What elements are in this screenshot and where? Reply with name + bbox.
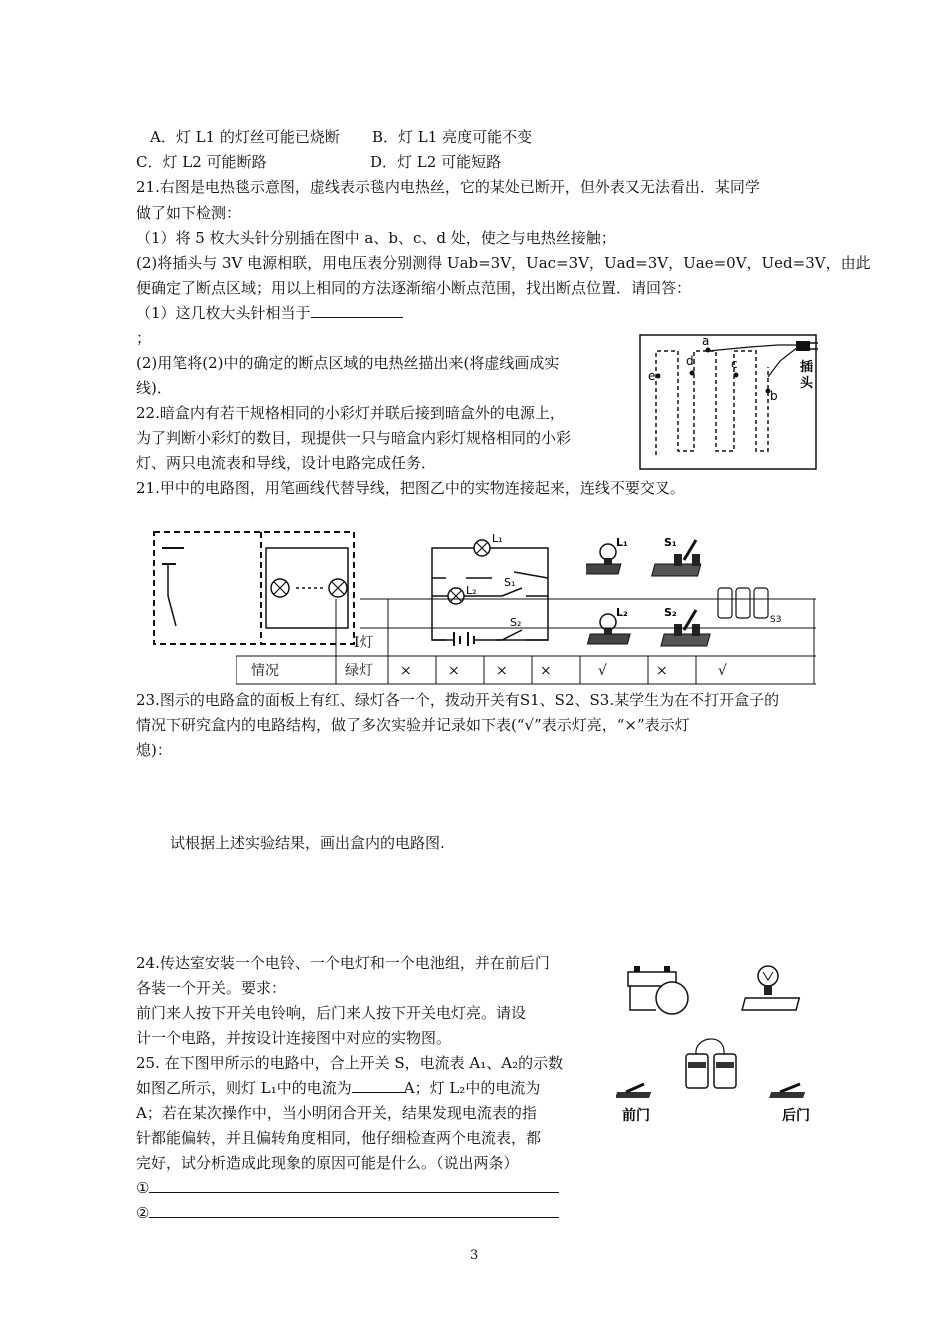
pin-label-e: e xyxy=(648,369,656,383)
q21b-line-1: 21.甲中的电路图，用笔画线代替导线，把图乙中的实物连接起来，连线不要交叉。 xyxy=(136,479,685,497)
q21-line-8: (2)用笔将(2)中的确定的断点区域的电热丝描出来(将虚线画成实 xyxy=(136,354,560,372)
pin-label-c: c xyxy=(731,357,738,371)
q22-line-3: 灯、两只电流表和导线，设计电路完成任务． xyxy=(136,454,437,472)
q20-option-d: D．灯 L2 可能短路 xyxy=(370,153,502,171)
q25-line-5: 完好，试分析造成此现象的原因可能是什么。（说出两条） xyxy=(136,1154,519,1172)
electric-blanket-figure xyxy=(638,333,818,473)
q25-answer-2-line[interactable] xyxy=(149,1203,559,1218)
switch-S1-symbol xyxy=(502,588,522,596)
pin-label-a: a xyxy=(702,334,710,348)
back-door-label: 后门 xyxy=(782,1108,810,1124)
picture-label-L2: L₂ xyxy=(616,606,628,619)
table-mark-4: × xyxy=(540,663,552,679)
q20-option-b: B．灯 L1 亮度可能不变 xyxy=(372,128,533,146)
table-mark-3: × xyxy=(496,663,508,679)
q21-q1-text: （1）这几枚大头针相当于 xyxy=(136,304,311,322)
plug-icon xyxy=(796,341,810,351)
q24-line-2: 各装一个开关。要求： xyxy=(136,979,287,997)
table-mark-1: × xyxy=(400,663,412,679)
schematic-label-L2: L₂ xyxy=(466,584,477,597)
q24-line-4: 计一个电路，并按设计连接图中对应的实物图。 xyxy=(136,1029,452,1047)
q25-l1-current-text: 如图乙所示，则灯 L₁中的电流为 xyxy=(136,1079,352,1097)
q25-answer-1-line[interactable] xyxy=(149,1178,559,1193)
q21-line-7: ； xyxy=(136,329,152,347)
q25-answer-1-marker: ① xyxy=(136,1179,150,1197)
doorbell-components-figure xyxy=(616,958,826,1128)
picture-label-S2: S₂ xyxy=(664,606,677,619)
table-row-label: 情况 xyxy=(251,663,279,679)
q24-line-1: 24.传达室安装一个电铃、一个电灯和一个电池组，并在前后门 xyxy=(136,954,550,972)
table-row-green-lamp: 绿灯 xyxy=(345,663,373,679)
front-door-switch-icon xyxy=(616,1084,651,1098)
q25-line-4: 针都能偏转，并且偏转角度相同，他仔细检查两个电流表，都 xyxy=(136,1129,542,1147)
q21-line-3: （1）将 5 枚大头针分别插在图中 a、b、c、d 处，使之与电热丝接触； xyxy=(136,229,616,247)
q25-line-1: 25. 在下图甲所示的电路中，合上开关 S，电流表 A₁、A₂的示数 xyxy=(136,1054,564,1072)
q20-option-a: A．灯 L1 的灯丝可能已烧断 xyxy=(150,128,340,146)
q25-l2-current-text: A；灯 L₂中的电流为 xyxy=(403,1079,541,1097)
q23-line-4: 试根据上述实验结果，画出盒内的电路图. xyxy=(170,834,445,852)
plug-label-2: 头 xyxy=(800,376,814,391)
front-door-label: 前门 xyxy=(622,1108,650,1124)
table-mark-5: √ xyxy=(598,663,607,679)
q25-answer-2-marker: ② xyxy=(136,1204,150,1222)
q25-answer-2 xyxy=(136,1203,559,1223)
switch-symbol xyxy=(168,596,176,626)
q21-line-5: 便确定了断点区域；用以上相同的方法逐渐缩小断点范围，找出断点位置．请回答： xyxy=(136,279,692,297)
q21-line-6 xyxy=(136,303,403,323)
plug-label-1: 插 xyxy=(800,360,814,375)
table-fragment-s3: S3 xyxy=(770,615,782,625)
experiment-table xyxy=(236,598,816,686)
q22-line-2: 为了判断小彩灯的数目，现提供一只与暗盒内彩灯规格相同的小彩 xyxy=(136,429,572,447)
q20-option-c: C．灯 L2 可能断路 xyxy=(136,153,267,171)
schematic-label-S2: S₂ xyxy=(510,616,522,629)
table-mark-7: √ xyxy=(718,663,727,679)
q25-l1-current-blank[interactable] xyxy=(352,1078,404,1093)
page-number: 3 xyxy=(470,1248,479,1263)
q21-line-4: (2)将插头与 3V 电源相联，用电压表分别测得 Uab=3V，Uac=3V，Uad=3V，Uae=0V，Ued=3V，由此 xyxy=(136,254,871,272)
pin-label-b: b xyxy=(770,389,778,403)
table-mark-2: × xyxy=(448,663,460,679)
picture-label-S1: S₁ xyxy=(664,536,677,549)
lamp-icon xyxy=(742,966,799,1010)
battery-pack-icon xyxy=(686,1039,736,1088)
pin-label-d: d xyxy=(686,354,694,368)
q24-line-3: 前门来人按下开关电铃响，后门来人按下开关电灯亮。请设 xyxy=(136,1004,527,1022)
schematic-label-S1: S₁ xyxy=(504,576,516,589)
picture-label-L1: L₁ xyxy=(616,536,628,549)
blanket-outline xyxy=(640,335,816,469)
bell-icon xyxy=(628,966,688,1014)
q25-line-2 xyxy=(136,1078,540,1098)
q25-answer-1 xyxy=(136,1178,559,1198)
q21-line-9: 线)． xyxy=(136,379,172,397)
schematic-label-L1: L₁ xyxy=(492,532,503,545)
table-cell-red-lamp: I灯 xyxy=(354,635,374,651)
back-door-switch-icon xyxy=(769,1084,805,1098)
q23-line-1: 23.图示的电路盒的面板上有红、绿灯各一个，拨动开关有S1、S2、S3.某学生为在不打开盒子的 xyxy=(136,691,780,709)
q22-line-1: 22.暗盒内有若干规格相同的小彩灯并联后接到暗盒外的电源上， xyxy=(136,404,565,422)
q25-line-3: A；若在某次操作中，当小明闭合开关，结果发现电流表的指 xyxy=(136,1104,537,1122)
q21-line-2: 做了如下检测： xyxy=(136,204,242,222)
table-mark-6: × xyxy=(656,663,668,679)
q21-q1-answer-blank[interactable] xyxy=(311,303,403,318)
q23-line-3: 熄)： xyxy=(136,741,172,759)
q21-line-1: 21.右图是电热毯示意图，虚线表示毯内电热丝，它的某处已断开，但外表又无法看出．某同学 xyxy=(136,178,760,196)
q23-line-2: 情况下研究盒内的电路结构，做了多次实验并记录如下表(“√”表示灯亮，“×”表示灯 xyxy=(136,716,690,734)
